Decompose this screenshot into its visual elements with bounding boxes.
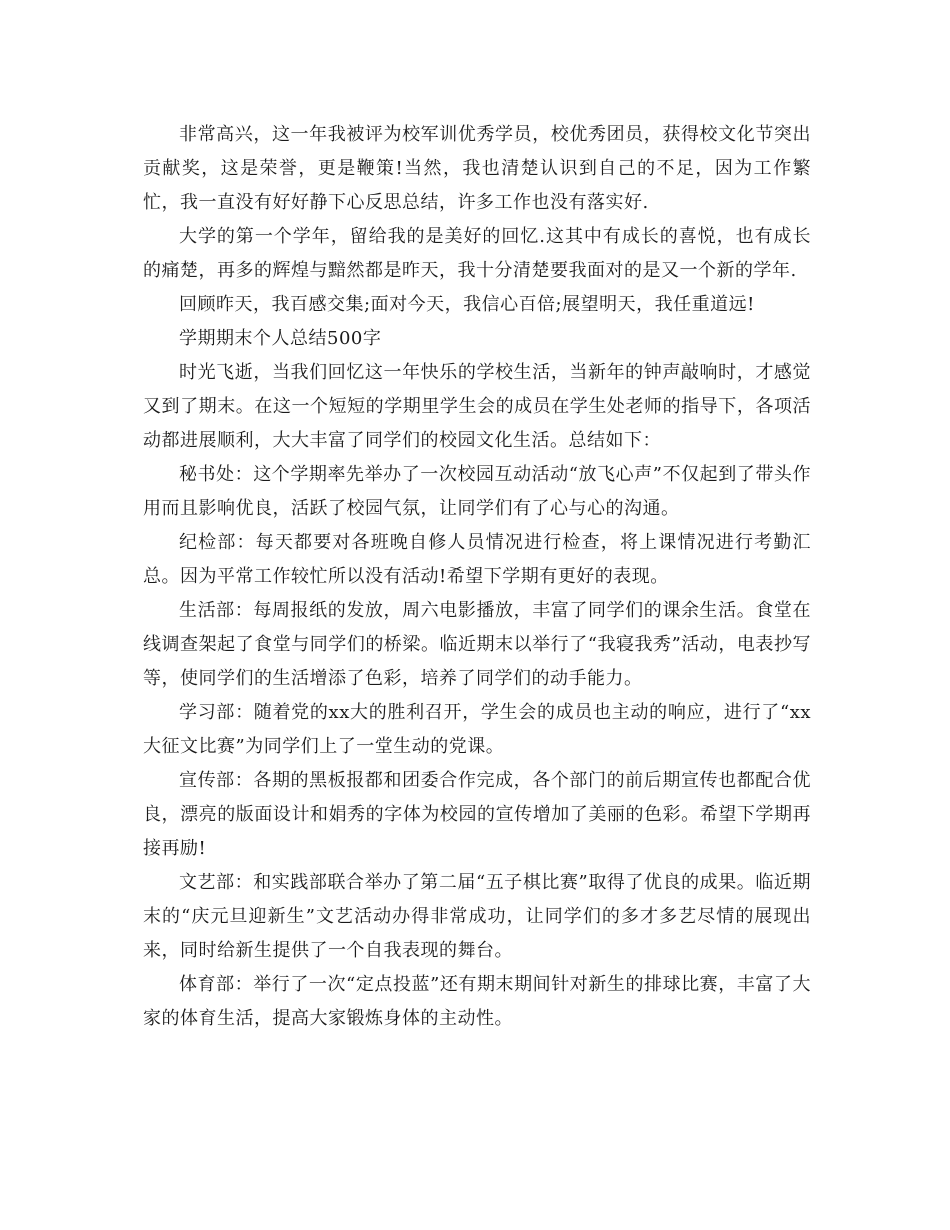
section-heading: 学期期末个人总结500字 [179,328,382,349]
paragraph-sports: 体育部：举行了一次“定点投蓝”还有期末期间针对新生的排球比赛，丰富了大家的体育生活，提高大家锻炼身体的主动性。 [143,974,811,1029]
document-body [143,118,811,1036]
paragraph-discipline: 纪检部：每天都要对各班晚自修人员情况进行检查，将上课情况进行考勤汇总。因为平常工作较忙所以没有活动!希望下学期有更好的表现。 [143,532,811,587]
paragraph-honors: 非常高兴，这一年我被评为校军训优秀学员，校优秀团员，获得校文化节突出贡献奖，这是荣誉，更是鞭策!当然，我也清楚认识到自己的不足，因为工作繁忙，我一直没有好好静下心反思总结，许多工作也没有落实好. [143,124,811,213]
paragraph-arts: 文艺部：和实践部联合举办了第二届“五子棋比赛”取得了优良的成果。临近期末的“庆元旦迎新生”文艺活动办得非常成功，让同学们的多才多艺尽情的展现出来，同时给新生提供了一个自我表现的舞台。 [143,872,811,961]
paragraph-outlook: 回顾昨天，我百感交集;面对今天，我信心百倍;展望明天，我任重道远! [179,294,755,315]
paragraph-secretariat: 秘书处：这个学期率先举办了一次校园互动活动“放飞心声”不仅起到了带头作用而且影响优良，活跃了校园气氛，让同学们有了心与心的沟通。 [143,464,811,519]
paragraph-life: 生活部：每周报纸的发放，周六电影播放，丰富了同学们的课余生活。食堂在线调查架起了食堂与同学们的桥梁。临近期末以举行了“我寝我秀”活动，电表抄写等，使同学们的生活增添了色彩，培养了同学们的动手能力。 [143,600,811,689]
paragraph-intro: 时光飞逝，当我们回忆这一年快乐的学校生活，当新年的钟声敲响时，才感觉又到了期末。在这一个短短的学期里学生会的成员在学生处老师的指导下，各项活动都进展顺利，大大丰富了同学们的校园文化生活。总结如下： [143,362,811,451]
paragraph-study: 学习部：随着党的xx大的胜利召开，学生会的成员也主动的响应，进行了“xx大征文比赛”为同学们上了一堂生动的党课。 [143,702,811,757]
paragraph-publicity: 宣传部：各期的黑板报都和团委合作完成，各个部门的前后期宣传也都配合优良，漂亮的版面设计和娟秀的字体为校园的宣传增加了美丽的色彩。希望下学期再接再励! [143,770,811,859]
paragraph-first-year: 大学的第一个学年，留给我的是美好的回忆.这其中有成长的喜悦，也有成长的痛楚，再多的辉煌与黯然都是昨天，我十分清楚要我面对的是又一个新的学年. [143,226,811,281]
